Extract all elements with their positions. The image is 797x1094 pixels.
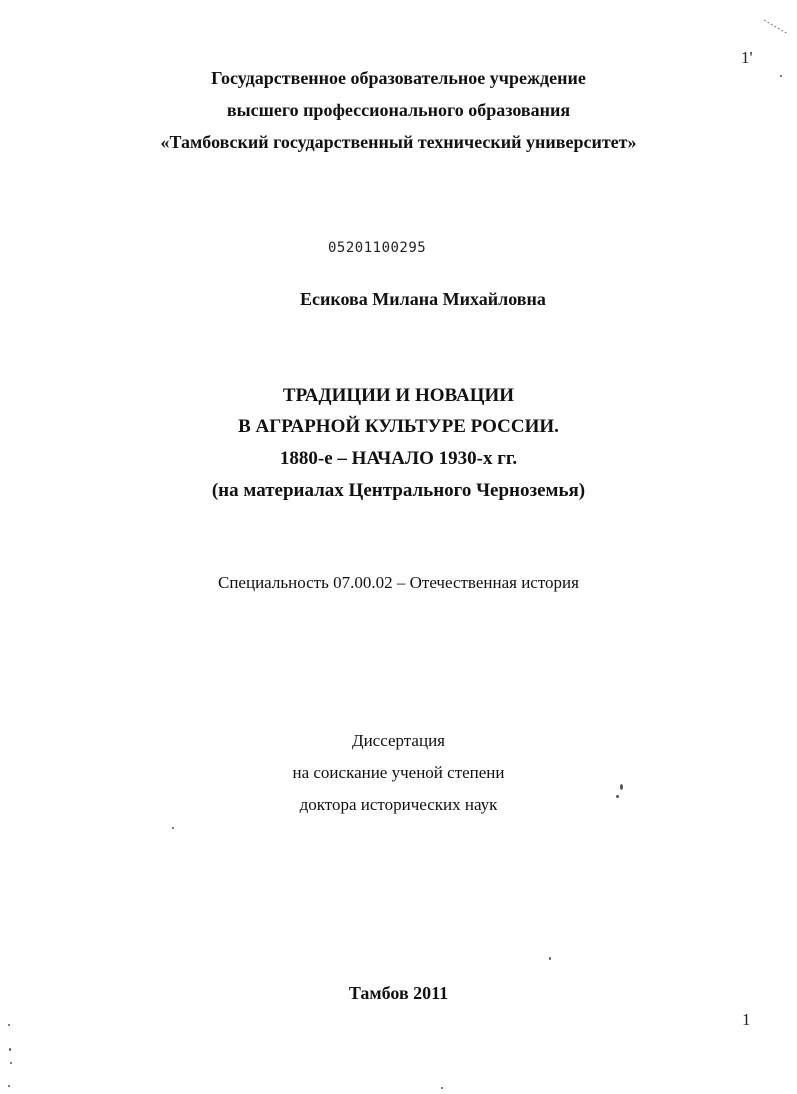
scan-artifact-top-right (762, 16, 792, 38)
corner-mark: 1' (741, 48, 753, 67)
scan-speck (9, 1048, 11, 1051)
institution-line-2: высшего профессионального образования (226, 100, 571, 120)
place-year: Тамбов 2011 (348, 983, 449, 1003)
scan-speck (172, 827, 174, 829)
degree-line-3: доктора исторических наук (299, 795, 498, 814)
scan-speck (780, 75, 782, 77)
title-line-2: В АГРАРНОЙ КУЛЬТУРЕ РОССИИ. (238, 416, 559, 437)
specialty-line: Специальность 07.00.02 – Отечественная история (218, 573, 579, 592)
scan-speck (10, 1062, 12, 1064)
title-line-4: (на материалах Центрального Черноземья) (211, 480, 586, 501)
institution-line-3: «Тамбовский государственный технический университет» (160, 132, 637, 152)
scan-speck (441, 1087, 443, 1089)
degree-line-1: Диссертация (351, 731, 445, 750)
author-name: Есикова Милана Михайловна (300, 289, 546, 309)
registration-code: 05201100295 (328, 240, 427, 256)
title-line-3: 1880-е – НАЧАЛО 1930-х гг. (279, 448, 518, 469)
scan-speck (8, 1024, 10, 1026)
scan-speck (616, 795, 619, 798)
page-number: 1 (742, 1010, 751, 1029)
title-line-1: ТРАДИЦИИ И НОВАЦИИ (282, 385, 515, 406)
scan-speck (549, 957, 551, 960)
scan-speck (8, 1085, 10, 1087)
degree-line-2: на соискание ученой степени (292, 763, 505, 782)
scan-speck (620, 784, 623, 790)
institution-line-1: Государственное образовательное учреждение (211, 68, 586, 88)
